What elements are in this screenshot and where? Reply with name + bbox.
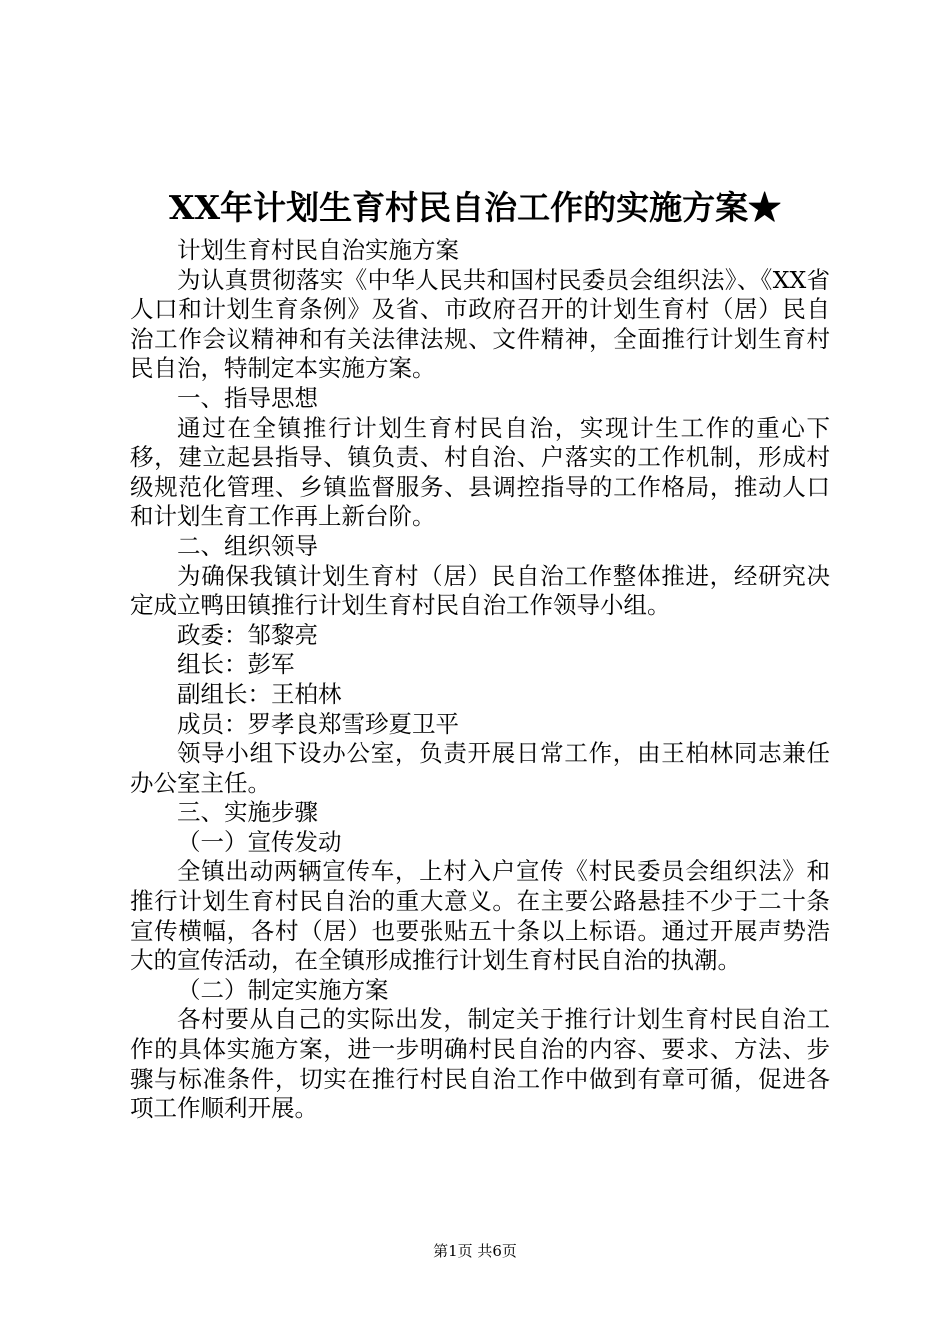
member-members: 成员：罗孝良郑雪珍夏卫平 xyxy=(177,709,459,738)
subsection-heading-publicity: （一）宣传发动 xyxy=(177,827,342,856)
document-title: XX年计划生育村民自治工作的实施方案★ xyxy=(168,188,782,227)
member-political-commissar: 政委：邹黎亮 xyxy=(177,620,318,649)
member-leader: 组长：彭军 xyxy=(177,650,295,679)
paragraph-publicity: 全镇出动两辆宣传车，上村入户宣传《村民委员会组织法》和推行计划生育村民自治的重大意义。在主要公路悬挂不少于二十条宣传横幅，各村（居）也要张贴五十条以上标语。通过开展声势浩大的宣传活动，在全镇形成推行计划生育村民自治的执潮。 xyxy=(130,857,830,975)
paragraph-intro: 为认真贯彻落实《中华人民共和国村民委员会组织法》、《XX省人口和计划生育条例》及省、市政府召开的计划生育村（居）民自治工作会议精神和有关法律法规、文件精神，全面推行计划生育村民自治，特制定本实施方案。 xyxy=(130,265,830,383)
page-number-footer: 第1页 共6页 xyxy=(433,1242,517,1260)
paragraph-guiding-thought: 通过在全镇推行计划生育村民自治，实现计生工作的重心下移，建立起县指导、镇负责、村自治、户落实的工作机制，形成村级规范化管理、乡镇监督服务、县调控指导的工作格局，推动人口和计划生育工作再上新台阶。 xyxy=(130,413,830,531)
subsection-heading-plan: （二）制定实施方案 xyxy=(177,975,389,1004)
section-heading-organization: 二、组织领导 xyxy=(177,531,318,560)
section-heading-guiding-thought: 一、指导思想 xyxy=(177,383,318,412)
member-deputy-leader: 副组长：王柏林 xyxy=(177,679,342,708)
paragraph-office: 领导小组下设办公室，负责开展日常工作，由王柏林同志兼任办公室主任。 xyxy=(130,739,830,797)
section-heading-steps: 三、实施步骤 xyxy=(177,798,318,827)
paragraph-plan: 各村要从自己的实际出发，制定关于推行计划生育村民自治工作的具体实施方案，进一步明确村民自治的内容、要求、方法、步骤与标准条件，切实在推行村民自治工作中做到有章可循，促进各项工作顺利开展。 xyxy=(130,1005,830,1123)
paragraph-subtitle: 计划生育村民自治实施方案 xyxy=(177,236,459,264)
document-body xyxy=(130,236,830,1124)
paragraph-organization: 为确保我镇计划生育村（居）民自治工作整体推进，经研究决定成立鸭田镇推行计划生育村民自治工作领导小组。 xyxy=(130,561,830,620)
